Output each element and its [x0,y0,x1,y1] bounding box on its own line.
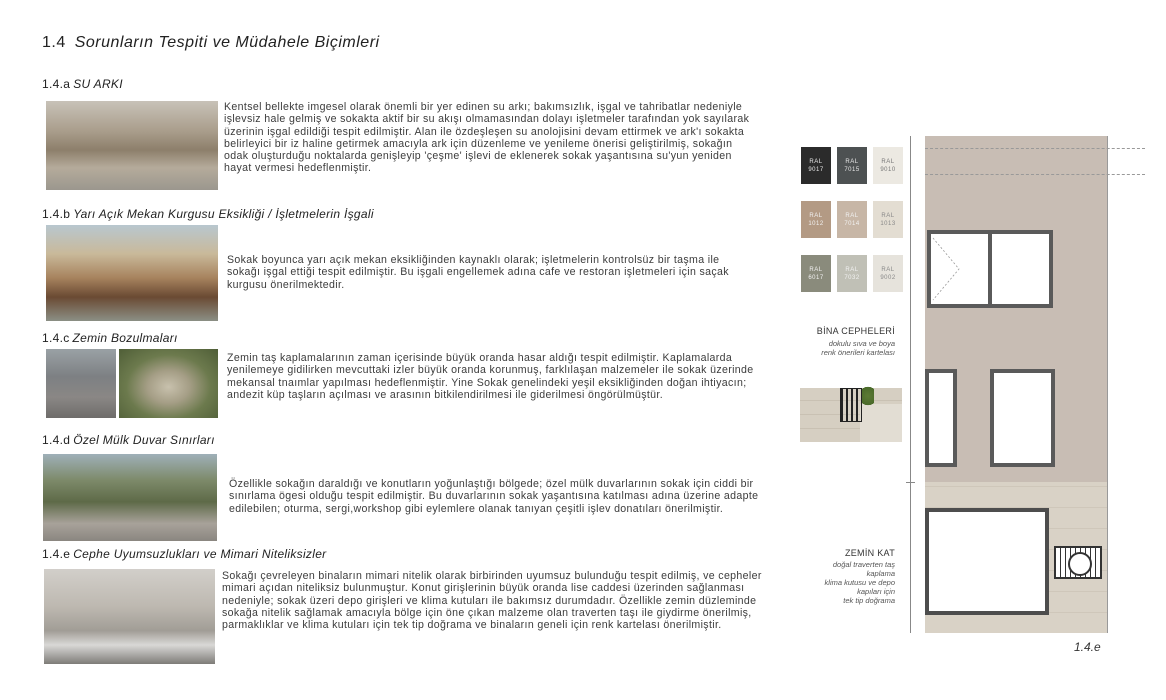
ral-swatch [837,147,867,184]
facade-edge [1107,136,1108,633]
ral-code: RAL 7015 [844,158,860,173]
section-text-b: Sokak boyunca yarı açık mekan eksikliğinden kaynaklı olarak; işletmelerin kontrolsüz bir taşma ile sokağı işgal ettiği tespit edilmiştir. Bu işgali engellemek adına cafe ve restoran işletmeleri için saçak kurgusu önerilmektedir. [227,254,729,291]
section-title: Cephe Uyumsuzlukları ve Mimari Niteliksizler [73,547,327,561]
section-heading-c [42,331,178,345]
section-heading-d [42,433,215,447]
page-title [42,34,380,52]
zemin-kat-line2: kaplama [866,569,895,578]
section-title: Zemin Bozulmaları [72,331,178,345]
plant-sample [862,382,874,410]
section-number: 1.4.b [42,207,71,221]
guide-line [925,174,1145,175]
ral-code: RAL 9010 [880,158,896,173]
bina-cepheleri-sub2: renk önerileri kartelası [821,348,895,357]
material-sample [800,388,902,442]
section-text-a: Kentsel bellekte imgesel olarak önemli bir yer edinen su arkı; bakımsızlık, işgal ve tahribatlar nedeniyle işlevsiz hale gelmiş ve sokakta aktif bir su akışı olmamasından dolayı işletmeler tarafından yok sayılarak üzerinin işgal edildiği tespit edilmiştir. Alan ile özdeşleşen su anolojisini devam ettirmek ve ark'ı sokakta belirleyici bir iz haline getirmek amacıyla ark için düzenleme ve yenileme önerisi geliştirilmiş, sokağın odak oluşturduğu noktalarda genişleyip 'çeşme' işlevi de eklenerek sokak yaşantısına su'yun yeniden hayat vermesi hedeflenmiştir. [224,101,750,175]
ral-code: RAL 9002 [880,266,896,281]
railing-sample [840,388,862,422]
section-number: 1.4.d [42,433,71,447]
ral-swatch [837,255,867,292]
ral-swatch [801,201,831,238]
section-text-e: Sokağı çevreleyen binaların mimari nitelik olarak birbirinden uyumsuz bulunduğu tespit edilmiş, ve cepheler mimari açıdan niteliksiz bulunmuştur. Konut girişlerinin büyük oranda lise caddesi üzerinden sağlanması nedeniyle; sokak üzeri depo girişleri ve klima kutuları ile bakımsız durumdadır. Özellikle zemin düzleminde sokağa nitelik sağlamak amacıyla bölge için öne çıkan malzeme olan traverten taşı ile giydirme önerilmiş, parmaklıklar ve klima kutuları için tek tip doğrama ve binaların geneli için renk kartelası önerilmiştir. [222,570,762,632]
figure-label: 1.4.e [1074,640,1101,654]
window-opening-icon [931,234,988,304]
dimension-tick [906,482,915,483]
title-number: 1.4 [42,34,66,51]
section-text-d: Özellikle sokağın daraldığı ve konutların yoğunlaştığı bölgede; özel mülk duvarlarının sokak için ciddi bir sınırlama ögesi olduğu tespit edilmiştir. Bu duvarlarının sokak yaşantısına katılması adına üzerine adapte edilebilen; oturma, sergi,workshop gibi eylemlere olanak tanıyan çeşitli işlev donatıları önerilmiştir. [229,478,759,515]
photo-cephe [44,569,215,664]
section-number: 1.4.c [42,331,70,345]
dimension-line [910,136,911,633]
ral-swatch [873,255,903,292]
ac-grille [1054,546,1102,579]
window-middle-left [925,369,957,467]
ral-swatch [873,201,903,238]
ral-code: RAL 6017 [808,266,824,281]
section-heading-e [42,547,326,561]
photo-zemin-1 [46,349,116,418]
section-text-c: Zemin taş kaplamalarının zaman içerisinde büyük oranda hasar aldığı tespit edilmiştir. Kaplamalarda yenilemeye gidilirken mevcuttaki izler büyük oranda korunmuş, farklılaşan malzemeler ile sokak üzerinde mekansal tnaımlar yapılması hedeflenmiştir. Yine Sokak genelindeki yeşil eksikliğinden doğan ihtiyacın; andezit küp taşların açılması ve arasının bitkilendirilmesi ile giderilmesi öngörülmüştür. [227,352,754,401]
zemin-kat-line4: kapıları için [857,587,895,596]
ground-door [925,508,1049,615]
ral-code: RAL 9017 [808,158,824,173]
zemin-kat-line3: klima kutusu ve depo [824,578,895,587]
window-middle-right [990,369,1055,467]
photo-su-arki [46,101,218,190]
ral-swatch [873,147,903,184]
bina-cepheleri-sub1: dokulu sıva ve boya [828,339,895,348]
window-upper [927,230,1053,308]
zemin-kat-line5: tek tip doğrama [843,596,895,605]
photo-yari-acik-mekan [46,225,218,321]
section-title: Yarı Açık Mekan Kurgusu Eksikliği / İşletmelerin İşgali [73,207,374,221]
ral-code: RAL 7032 [844,266,860,281]
section-heading-b [42,207,374,221]
bina-cepheleri-title: BİNA CEPHELERİ [816,326,895,336]
section-title: Özel Mülk Duvar Sınırları [73,433,215,447]
ral-code: RAL 7014 [844,212,860,227]
guide-line [925,148,1145,149]
ral-code: RAL 1012 [808,212,824,227]
section-title: SU ARKI [73,77,123,91]
ral-swatch [801,255,831,292]
zemin-kat-title: ZEMİN KAT [844,548,895,558]
ral-swatch [801,147,831,184]
ac-fan-icon [1068,552,1092,576]
photo-zemin-2 [119,349,218,418]
photo-ozel-mulk-duvar [43,454,217,541]
ral-swatch [837,201,867,238]
section-heading-a [42,77,123,91]
window-mullion [988,234,992,304]
zemin-kat-line1: doğal traverten taş [832,560,895,569]
title-text: Sorunların Tespiti ve Müdahele Biçimleri [74,34,380,51]
ral-code: RAL 1013 [880,212,896,227]
section-number: 1.4.e [42,547,71,561]
section-number: 1.4.a [42,77,71,91]
